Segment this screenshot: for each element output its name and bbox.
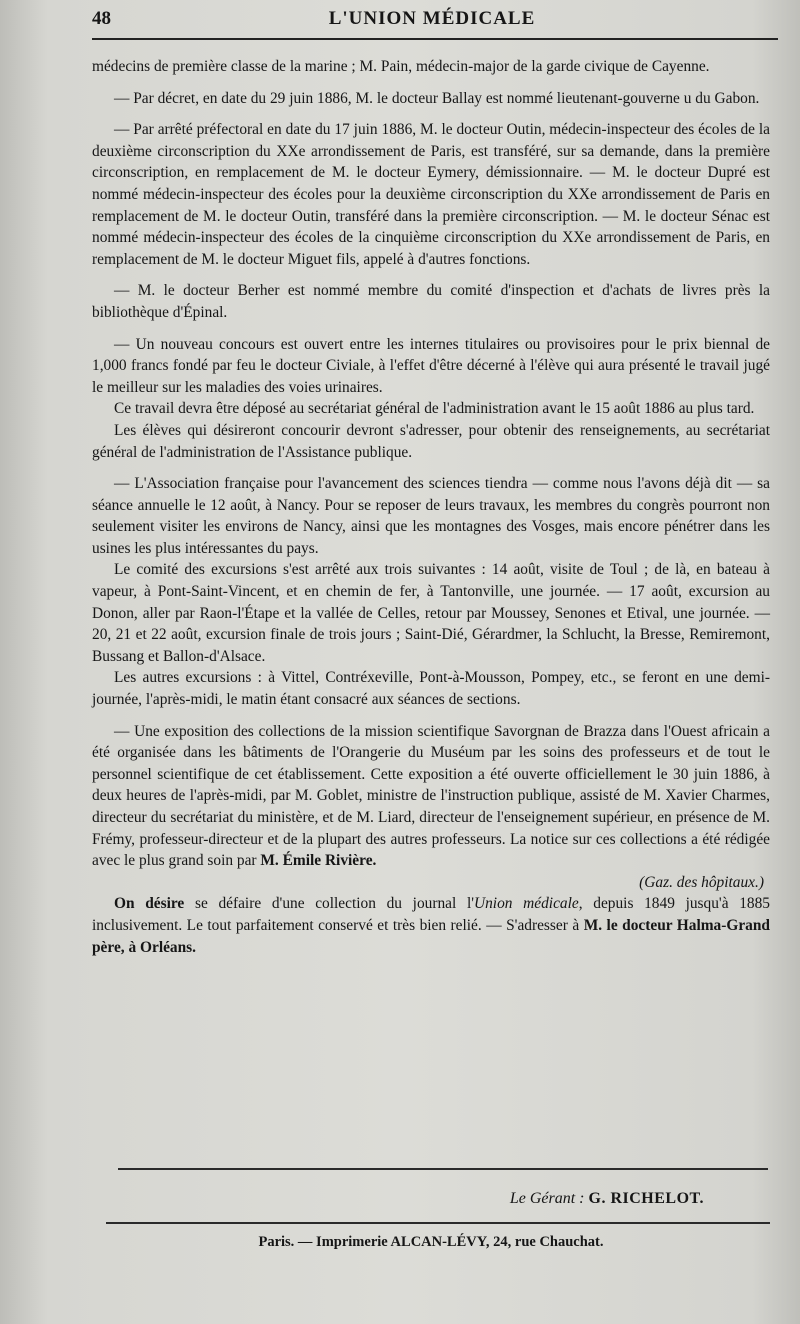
paragraph-other-excursions: Les autres excursions : à Vittel, Contréxeville, Pont-à-Mousson, Pompey, etc., se feront en une demi-journée, l'après-midi, le matin étant consacré aux séances de sections.	[92, 669, 770, 709]
paragraph-excursions: Le comité des excursions s'est arrêté aux trois suivantes : 14 août, visite de Toul ; de là, en bateau à vapeur, à Pont-Saint-Vincent, et en chemin de fer, à Tantonville, une journée. — 17 août, excursion au Donon, aller par Raon-l'Étape et la vallée de Celles, retour par Moussey, Senones et Etival, une journée. — 20, 21 et 22 août, excursion finale de trois jours ; Saint-Dié, Gérardmer, la Schlucht, la Bresse, Remiremont, Bussang et Ballon-d'Alsace.	[92, 561, 770, 665]
paragraph-naval-doctors: médecins de première classe de la marine ; M. Pain, médecin-major de la garde civique de Cayenne.	[92, 58, 710, 75]
source-citation: (Gaz. des hôpitaux.)	[639, 873, 764, 891]
paragraph-notice-sale	[92, 893, 770, 958]
notice-contact: M. le docteur Halma-Grand père, à Orléans.	[92, 916, 770, 956]
article-body	[92, 56, 770, 958]
paragraph-ballay-decree: — Par décret, en date du 29 juin 1886, M. le docteur Ballay est nommé lieutenant-gouverne u du Gabon.	[114, 89, 760, 107]
gerant-line	[92, 1190, 704, 1208]
paragraph-brazza-exhibition	[92, 721, 770, 872]
paragraph-epinal-library: — M. le docteur Berher est nommé membre du comité d'inspection et d'achats de livres près la bibliothèque d'Épinal.	[92, 282, 770, 321]
gerant-label: Le Gérant :	[509, 1190, 585, 1207]
page-number: 48	[92, 8, 111, 29]
running-title: L'UNION MÉDICALE	[328, 8, 536, 29]
header-rule	[92, 38, 778, 40]
paragraph-association-nancy: — L'Association française pour l'avancement des sciences tiendra — comme nous l'avons déjà dit — sa séance annuelle le 12 août, à Nancy. Pour se reposer de leurs travaux, les membres du congrès pourront non seulement visiter les environs de Nancy, ainsi que les montagnes des Vosges, mais encore pénétrer dans les usines les plus intéressantes du pays.	[92, 475, 770, 557]
notice-text-a: se défaire d'une collection du journal l'	[184, 895, 474, 913]
gerant-name: G. RICHELOT.	[588, 1190, 704, 1207]
paragraph-deposit-deadline: Ce travail devra être déposé au secrétariat général de l'administration avant le 15 août 1886 au plus tard.	[114, 400, 755, 418]
notice-lead: On désire	[114, 895, 185, 913]
page-header	[92, 4, 772, 34]
paragraph-school-inspectors: — Par arrêté préfectoral en date du 17 juin 1886, M. le docteur Outin, médecin-inspecteur des écoles de la deuxième circonscription du XXe arrondissement de Paris, est transféré, sur sa demande, dans la première circonscription, en remplacement de M. le docteur Eymery, démissionnaire. — M. le docteur Dupré est nommé médecin-inspecteur des écoles pour la deuxième circonscription du XXe arrondissement de Paris en remplacement de M. le docteur Outin, transféré dans la première circonscription. — M. le docteur Sénac est nommé médecin-inspecteur des écoles de la cinquième circonscription du XXe arrondissement de Paris, en remplacement de M. le docteur Miguet fils, appelé à d'autres fonctions.	[92, 121, 770, 268]
paragraph-applicants: Les élèves qui désireront concourir devront s'adresser, pour obtenir des renseignements, au secrétariat général de l'administration de l'Assistance publique.	[92, 421, 770, 461]
footer-rule-bottom	[106, 1222, 770, 1224]
footer-rule-top	[118, 1168, 768, 1170]
printer-imprint: Paris. — Imprimerie ALCAN-LÉVY, 24, rue Chauchat.	[258, 1234, 604, 1250]
notice-journal-title: Union médicale	[474, 895, 579, 913]
paragraph-civiale-prize: — Un nouveau concours est ouvert entre les internes titulaires ou provisoires pour le prix biennal de 1,000 francs fondé par feu le docteur Civiale, à l'effet d'être décerné à l'élève qui aura présenté le travail jugé le meilleur sur les maladies des voies urinaires.	[92, 335, 770, 396]
notice-text-b: , depuis 1849 jusqu'à 1885 inclusivement. Le tout parfaitement conservé et très bien relié. — S'adresser à	[92, 895, 770, 934]
brazza-text: — Une exposition des collections de la mission scientifique Savorgnan de Brazza dans l'Ouest africain a été organisée dans les bâtiments de l'Orangerie du Muséum par les soins des professeurs et de tout le personnel scientifique de cet établissement. Cette exposition a été ouverte officiellement le 30 juin 1886, à deux heures de l'après-midi, par M. Goblet, ministre de l'instruction publique, assisté de M. Xavier Charmes, directeur du secrétariat du ministère, et de M. Liard, directeur de l'enseignement supérieur, en présence de M. Frémy, professeur-directeur et de la plupart des autres professeurs. La notice sur ces collections a été rédigée avec le plus grand soin par	[92, 722, 770, 870]
author-riviere: M. Émile Rivière.	[260, 852, 377, 870]
